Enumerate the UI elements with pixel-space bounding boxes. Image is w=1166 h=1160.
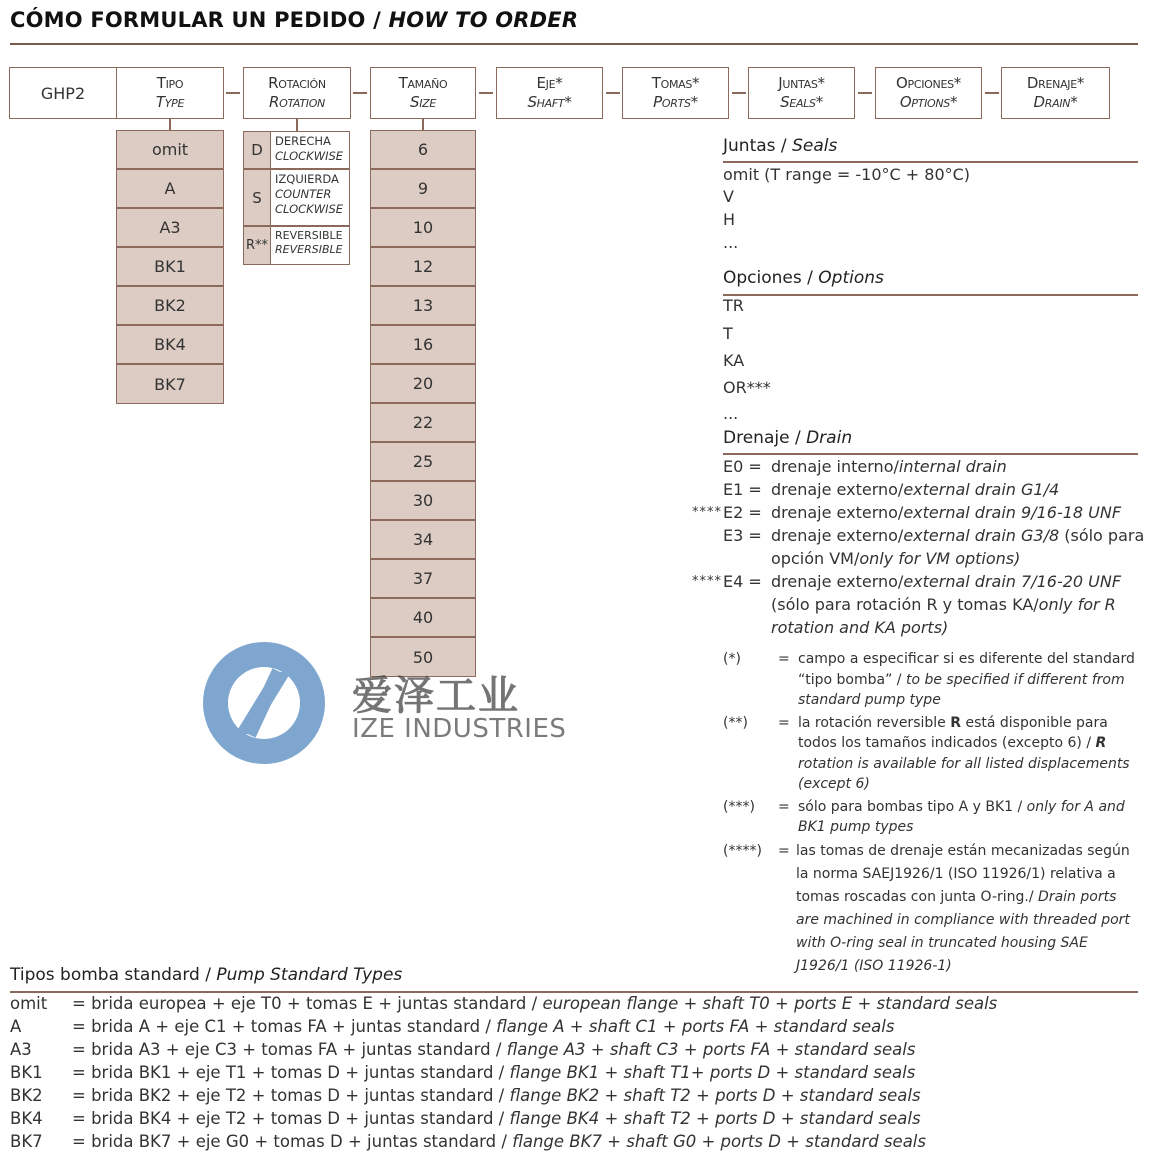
pump-code: BK7 (10, 1132, 43, 1151)
drain-item (676, 570, 1146, 639)
rotation-label-es: Rotación (268, 74, 326, 92)
pump-standard-row (10, 1130, 997, 1153)
option-item: T (723, 324, 733, 343)
size-label-es: Tamaño (398, 74, 448, 92)
pump-desc-en: flange A + shaft C1 + ports FA + standard seals (496, 1017, 895, 1036)
drain-code: E0 = (723, 457, 762, 476)
size-label-en: Size (409, 93, 437, 111)
drain-desc-es: drenaje externo/ (771, 480, 904, 499)
pump-desc-es: = brida BK2 + eje T2 + tomas D + juntas standard / (72, 1086, 510, 1105)
drain-heading: Drenaje / Drain (723, 428, 853, 448)
drain-code: E1 = (723, 480, 762, 499)
rotation-option (244, 170, 349, 227)
type-option: omit (117, 131, 223, 170)
footnote-es: la rotación reversible (798, 714, 951, 731)
drain-star: **** (692, 574, 722, 589)
model-label: GHP2 (40, 83, 86, 103)
page-title (10, 8, 578, 32)
footnote-key: (**) (723, 714, 748, 731)
pump-standard-row (10, 1015, 997, 1038)
rotation-desc-es: DERECHA (275, 134, 331, 148)
type-option: BK2 (117, 287, 223, 326)
pump-standard-row (10, 992, 997, 1015)
pump-desc-en: flange BK1 + shaft T1+ ports D + standard seals (509, 1063, 916, 1082)
pump-code: A (10, 1017, 22, 1036)
pump-standard-row (10, 1061, 997, 1084)
ports-label-es: Tomas* (651, 74, 700, 92)
seals-heading-es: Juntas (723, 136, 776, 156)
drain-label-en: Drain* (1033, 93, 1078, 111)
options-heading-en: Options (818, 268, 884, 288)
footnote-en: only for A and BK1 pump types (798, 798, 1125, 835)
drain-item (676, 455, 1146, 478)
type-option: A (117, 170, 223, 209)
size-options-list (370, 130, 476, 677)
type-option: BK4 (117, 326, 223, 365)
drain-item (676, 478, 1146, 501)
drain-star (676, 478, 723, 501)
drain-star: **** (692, 505, 722, 520)
option-item: OR*** (723, 378, 771, 397)
pump-standard-row (10, 1107, 997, 1130)
type-option: A3 (117, 209, 223, 248)
code-box-size (370, 67, 476, 119)
drain-list (676, 455, 1146, 639)
separator-dash (858, 92, 872, 94)
pump-desc-es: = brida A + eje C1 + tomas FA + juntas standard / (72, 1017, 497, 1036)
rotation-desc (271, 227, 349, 264)
seal-item: ... (723, 233, 739, 252)
options-heading-es: Opciones (723, 268, 802, 288)
rotation-option (244, 227, 349, 264)
rotation-desc-es: IZQUIERDA (275, 172, 339, 186)
options-heading: Opciones / Options (723, 268, 884, 288)
seals-heading: Juntas / Seals (723, 136, 838, 156)
drain-code: E2 = (723, 503, 762, 522)
pump-standard-heading-es: Tipos bomba standard (10, 965, 200, 985)
footnote-es: las tomas de drenaje están mecanizadas según la norma SAEJ1926/1 (ISO 11926/1) relativa a tomas roscadas con junta O-ring./ (796, 842, 1130, 905)
size-option: 22 (371, 404, 475, 443)
pump-code: omit (10, 994, 48, 1013)
pump-code: BK2 (10, 1086, 43, 1105)
pump-standard-heading-en: Pump Standard Types (216, 965, 403, 985)
footnote-en: Drain ports are machined in compliance with threaded port with O-ring seal in truncated housing SAE J1926/1 (ISO 11926-1) (796, 888, 1130, 974)
rotation-code: R** (244, 227, 271, 264)
size-option: 50 (371, 638, 475, 676)
pump-code: BK1 (10, 1063, 43, 1082)
drain-desc-en: external drain 9/16-18 UNF (903, 503, 1122, 522)
pump-desc-en: flange BK2 + shaft T2 + ports D + standard seals (509, 1086, 921, 1105)
rotation-desc-es: REVERSIBLE (275, 229, 343, 242)
drain-star (676, 524, 723, 570)
type-options-list (116, 130, 224, 404)
footnote-en: to be specified if different from standard pump type (798, 671, 1125, 708)
footnote-key: (****) (723, 842, 762, 859)
pump-desc-en: european flange + shaft T0 + ports E + standard seals (542, 994, 998, 1013)
drain-desc-es: drenaje externo/ (771, 503, 904, 522)
pump-desc-es: = brida BK7 + eje G0 + tomas D + juntas standard / (72, 1132, 513, 1151)
pump-desc-en: flange BK7 + shaft G0 + ports D + standard seals (512, 1132, 926, 1151)
drain-note-en: only for VM options) (859, 549, 1021, 568)
seal-item: omit (T range = -10°C + 80°C) (723, 165, 971, 184)
code-box-drain (1001, 67, 1110, 119)
drain-heading-es: Drenaje (723, 428, 790, 448)
rotation-desc-en: COUNTER CLOCKWISE (275, 187, 344, 216)
pump-code: A3 (10, 1040, 32, 1059)
code-box-options (875, 67, 982, 119)
rotation-label-en: Rotation (269, 93, 325, 111)
pump-desc-es: = brida BK1 + eje T1 + tomas D + juntas standard / (72, 1063, 510, 1082)
options-label-es: Opciones* (896, 74, 961, 92)
rotation-option (244, 132, 349, 170)
pump-standard-heading: Tipos bomba standard / Pump Standard Types (10, 965, 403, 985)
pump-standard-row (10, 1038, 997, 1061)
type-option: BK1 (117, 248, 223, 287)
seal-item: V (723, 187, 734, 206)
pump-standard-list (10, 992, 997, 1153)
option-item: TR (723, 296, 744, 315)
footnote-en: rotation is available for all listed displacements (except 6) (798, 755, 1130, 792)
drain-desc-en: external drain G3/8 (903, 526, 1060, 545)
drain-item (676, 524, 1146, 570)
drain-heading-en: Drain (806, 428, 853, 448)
drain-desc-en: internal drain (898, 457, 1007, 476)
seals-label-en: Seals* (780, 93, 823, 111)
separator-dash (479, 92, 493, 94)
drain-desc-en: external drain G1/4 (903, 480, 1060, 499)
type-label-es: Tipo (156, 74, 184, 92)
drain-code: E3 = (723, 526, 762, 545)
footnote-key: (***) (723, 798, 755, 815)
drain-note-en: only for R rotation and KA ports) (771, 595, 1116, 637)
size-option: 34 (371, 521, 475, 560)
separator-dash (353, 92, 367, 94)
rotation-desc (271, 170, 349, 225)
drain-note-es: (sólo para rotación R y tomas KA/ (771, 595, 1039, 614)
size-option: 12 (371, 248, 475, 287)
separator-dash (985, 92, 999, 94)
separator-dash (732, 92, 746, 94)
pump-code: BK4 (10, 1109, 43, 1128)
options-label-en: Options* (899, 93, 958, 111)
drain-desc-es: drenaje interno/ (771, 457, 899, 476)
size-option: 6 (371, 131, 475, 170)
size-option: 37 (371, 560, 475, 599)
footnote-es: está disponible para todos los tamaños indicados (excepto 6) / (798, 714, 1108, 751)
pump-desc-en: flange A3 + shaft C3 + ports FA + standard seals (506, 1040, 916, 1059)
pump-standard-row (10, 1084, 997, 1107)
size-option: 40 (371, 599, 475, 638)
size-option: 20 (371, 365, 475, 404)
footnote-bold: R (950, 714, 961, 731)
code-box-model (9, 67, 117, 119)
rotation-desc-en: REVERSIBLE (275, 243, 343, 256)
size-option: 9 (371, 170, 475, 209)
drain-note-es: (sólo para opción VM/ (771, 526, 1145, 568)
separator-dash (226, 92, 240, 94)
drain-code: E4 = (723, 572, 762, 591)
rotation-options-table (243, 131, 350, 265)
shaft-label-es: Eje* (536, 74, 563, 92)
footnote-key: (*) (723, 651, 741, 667)
pump-desc-es: = brida europea + eje T0 + tomas E + juntas standard / (72, 994, 543, 1013)
option-item: ... (723, 404, 739, 423)
watermark-en: IZE INDUSTRIES (352, 714, 567, 744)
size-option: 25 (371, 443, 475, 482)
drain-desc-es: drenaje externo/ (771, 572, 904, 591)
code-box-seals (748, 67, 855, 119)
rotation-code: D (244, 132, 271, 168)
seals-label-es: Juntas* (778, 74, 825, 92)
connector-line (296, 119, 298, 131)
option-item: KA (723, 351, 745, 370)
title-es: CÓMO FORMULAR UN PEDIDO (10, 8, 366, 32)
type-option: BK7 (117, 365, 223, 403)
type-label-en: Type (155, 93, 185, 111)
seal-item: H (723, 210, 736, 229)
footnotes (723, 649, 1143, 980)
options-divider (723, 294, 1138, 296)
pump-desc-es: = brida BK4 + eje T2 + tomas D + juntas standard / (72, 1109, 510, 1128)
pump-desc-es: = brida A3 + eje C3 + tomas FA + juntas standard / (72, 1040, 507, 1059)
footnote: (*) = campo a especificar si es diferente del standard “tipo bomba” / to be specified if different from standard pump type (723, 649, 1143, 711)
footnote: (****) = las tomas de drenaje están mecanizadas según la norma SAEJ1926/1 (ISO 11926/1) relativa a tomas roscadas con junta O-ring./ Drain ports are machined in compliance with threaded port with O-ring seal in truncated housing SAE J1926/1 (ISO 11926-1) (723, 840, 1143, 978)
title-en: HOW TO ORDER (388, 8, 579, 32)
drain-star (676, 455, 723, 478)
code-box-type (116, 67, 224, 119)
footnote-es: campo a especificar si es diferente del standard “tipo bomba” / (798, 651, 1135, 688)
seals-heading-en: Seals (792, 136, 838, 156)
seals-divider (723, 161, 1138, 163)
ize-logo-icon (203, 642, 325, 764)
size-option: 13 (371, 287, 475, 326)
pump-desc-en: flange BK4 + shaft T2 + ports D + standard seals (509, 1109, 921, 1128)
footnote-bold: R (1095, 735, 1107, 751)
drain-desc-en: external drain 7/16-20 UNF (903, 572, 1122, 591)
ports-label-en: Ports* (653, 93, 698, 111)
code-box-shaft (496, 67, 603, 119)
size-option: 10 (371, 209, 475, 248)
title-divider (10, 43, 1138, 45)
title-sep: / (365, 8, 389, 32)
watermark-cn: 爱泽工业 (352, 673, 520, 719)
rotation-code: S (244, 170, 271, 225)
drain-item (676, 501, 1146, 524)
footnote-es: sólo para bombas tipo A y BK1 / (798, 798, 1027, 815)
code-box-ports (622, 67, 729, 119)
drain-label-es: Drenaje* (1026, 74, 1085, 92)
footnote: (***) = sólo para bombas tipo A y BK1 / only for A and BK1 pump types (723, 797, 1143, 838)
footnote: (**) = la rotación reversible R está disponible para todos los tamaños indicados (excepto 6) / R rotation is available for all listed displacements (except 6) (723, 713, 1143, 795)
shaft-label-en: Shaft* (527, 93, 572, 111)
size-option: 30 (371, 482, 475, 521)
drain-desc-es: drenaje externo/ (771, 526, 904, 545)
code-box-rotation (243, 67, 351, 119)
rotation-desc (271, 132, 349, 168)
separator-dash (606, 92, 620, 94)
size-option: 16 (371, 326, 475, 365)
rotation-desc-en: CLOCKWISE (275, 149, 344, 163)
